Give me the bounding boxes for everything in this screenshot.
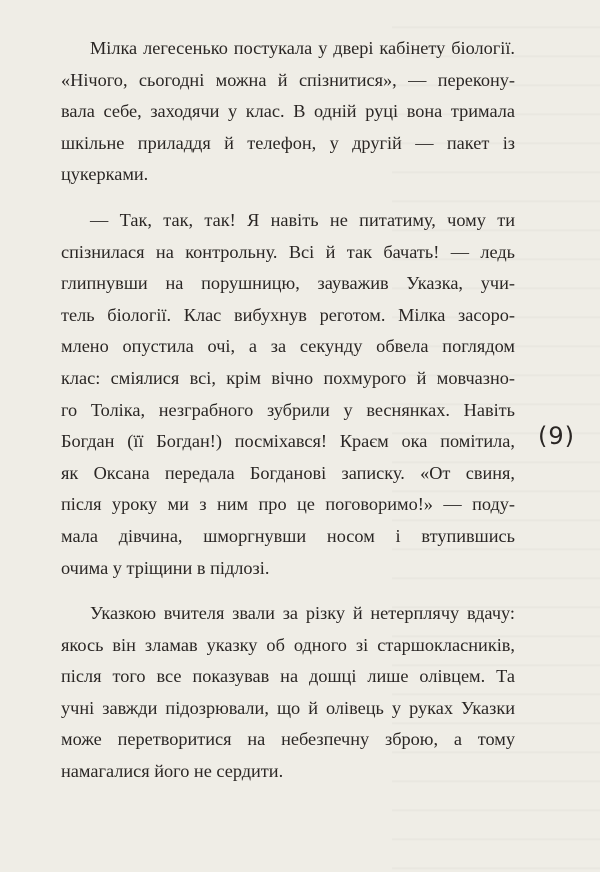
text-line: Богдан (її Богдан!) посміхався! Краєм ока помітила, bbox=[61, 431, 515, 452]
text-line: цукерками. bbox=[61, 164, 149, 185]
text-line: після того все показував на дошці лише олівцем. Та bbox=[61, 666, 515, 687]
text-line: може перетворитися на небезпечну зброю, а тому bbox=[61, 729, 515, 750]
text-line: Указкою вчителя звали за різку й нетерплячу вдачу: bbox=[90, 603, 515, 624]
text-line: намагалися його не сердити. bbox=[61, 761, 284, 782]
text-line: клас: сміялися всі, крім вічно похмурого й мовчазно- bbox=[61, 367, 515, 388]
text-line: шкільне приладдя й телефон, у другій — пакет із bbox=[61, 132, 515, 153]
text-line: учні завжди підозрювали, що й олівець у руках Указки bbox=[61, 697, 515, 718]
text-line: очима у тріщини в підлозі. bbox=[61, 557, 270, 578]
text-line: го Толіка, незграбного зубрили у веснянках. Навіть bbox=[61, 399, 515, 420]
paragraph-1 bbox=[61, 33, 515, 191]
text-line: після уроку ми з ним про це поговоримо!» — поду- bbox=[61, 494, 515, 515]
text-line: вала себе, заходячи у клас. В одній руці вона тримала bbox=[61, 101, 515, 122]
text-line: — Так, так, так! Я навіть не питатиму, чому ти bbox=[90, 209, 515, 230]
text-line: Мілка легесенько постукала у двері кабінету біології. bbox=[90, 38, 515, 58]
body-text bbox=[61, 33, 515, 788]
text-line: тель біології. Клас вибухнув реготом. Мілка засоро- bbox=[61, 304, 515, 325]
text-line: спізнилася на контрольну. Всі й так бачать! — ледь bbox=[61, 241, 515, 262]
paragraph-3 bbox=[61, 598, 515, 788]
page-number: (9) bbox=[538, 422, 575, 450]
text-line: як Оксана передала Богданові записку. «От свиня, bbox=[61, 462, 515, 483]
text-line: глипнувши на порушницю, зауважив Указка, учи- bbox=[61, 273, 515, 294]
text-line: якось він зламав указку об одного зі старшокласників, bbox=[61, 634, 515, 655]
text-line: мала дівчина, шморгнувши носом і втупившись bbox=[61, 525, 515, 546]
text-line: млено опустила очі, а за секунду обвела поглядом bbox=[61, 336, 515, 357]
text-line: «Нічого, сьогодні можна й спізнитися», — перекону- bbox=[61, 69, 515, 90]
paragraph-2 bbox=[61, 205, 515, 584]
